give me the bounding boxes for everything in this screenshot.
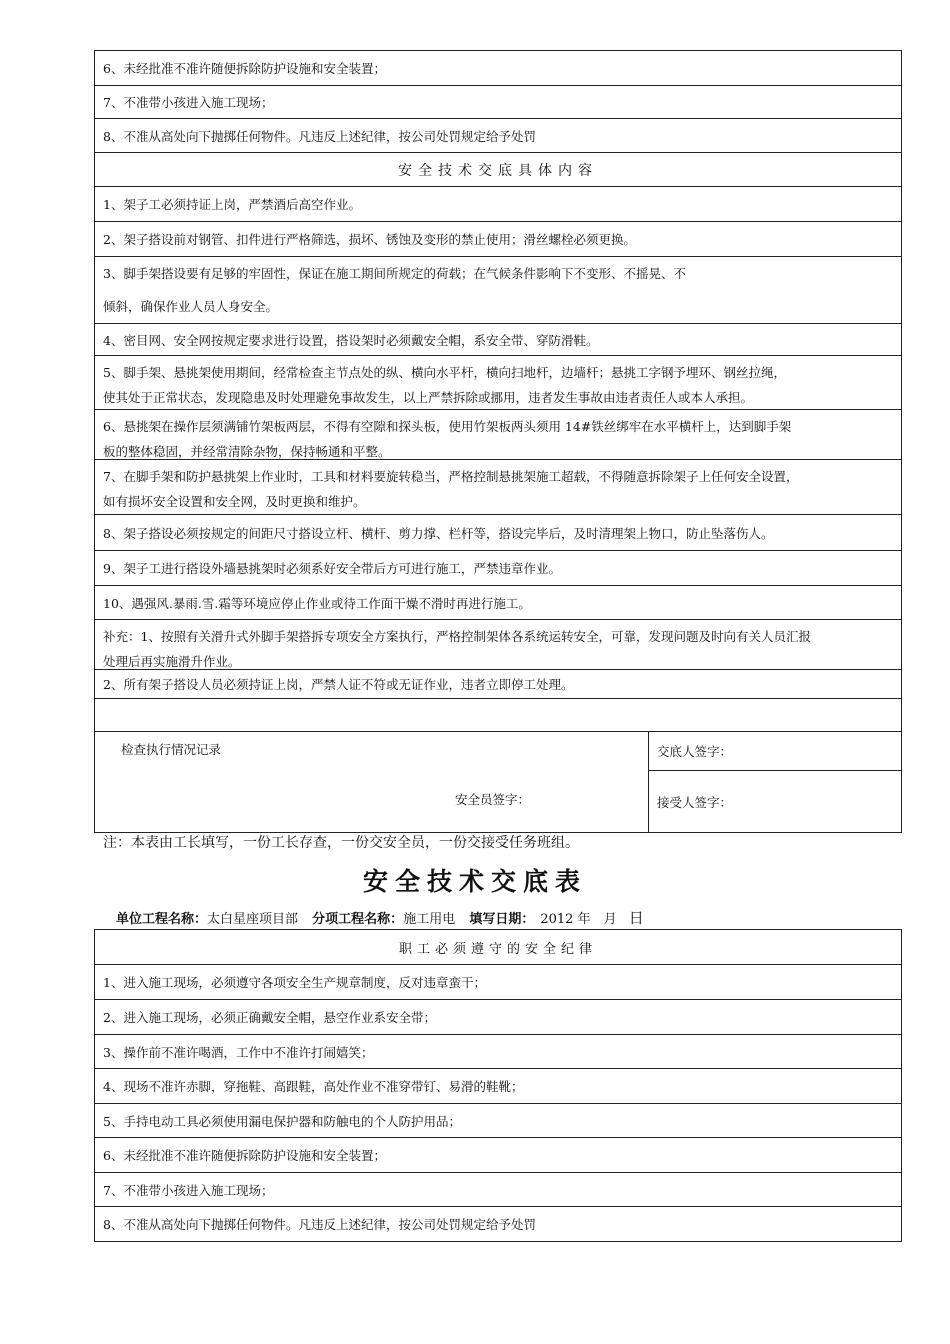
content-row: 2、架子搭设前对钢管、扣件进行严格筛选，损坏、锈蚀及变形的禁止使用；滑丝螺栓必须更换。: [95, 222, 901, 257]
content-line: 3、脚手架搭设要有足够的牢固性，保证在施工期间所规定的荷载；在气候条件影响下不变形、不摇晃、不: [103, 266, 686, 281]
content-row: [95, 410, 901, 460]
safety-officer-signature: 安全员签字：: [455, 792, 531, 807]
supplement-row: [95, 620, 901, 670]
content-row: 10、遇强风.暴雨.雪.霜等环境应停止作业或待工作面干燥不滑时再进行施工。: [95, 586, 901, 620]
rule-row: 7、不准带小孩进入施工现场；: [95, 1173, 901, 1207]
footnote: 注：本表由工长填写，一份工长存查，一份交安全员，一份交接受任务班组。: [103, 835, 579, 851]
rule-row: 8、不准从高处向下抛掷任何物件。凡违反上述纪律，按公司处罚规定给予处罚: [103, 1217, 536, 1232]
rule-row: 7、不准带小孩进入施工现场；: [95, 86, 901, 119]
date-label: 填写日期：: [469, 912, 535, 927]
rule-row: 6、未经批准不准许随便拆除防护设施和安全装置；: [95, 1138, 901, 1173]
content-line: 使其处于正常状态，发现隐患及时处理避免事故发生，以上严禁拆除或挪用，违者发生事故由违者责任人或本人承担。: [103, 390, 754, 405]
content-row: 9、架子工进行搭设外墙悬挑架时必须系好安全带后方可进行施工，严禁违章作业。: [95, 551, 901, 586]
content-row: [95, 460, 901, 515]
content-line: 7、在脚手架和防护悬挑架上作业时，工具和材料要旋转稳当，严格控制悬挑架施工超载，不得随意拆除架子上任何安全设置，: [103, 469, 799, 484]
rule-row: 5、手持电动工具必须使用漏电保护器和防触电的个人防护用品；: [95, 1104, 901, 1138]
discipline-header: 职工必须遵守的安全纪律: [95, 930, 901, 965]
content-line: 6、悬挑架在操作层须满铺竹架板两层，不得有空隙和探头板，使用竹架板两头须用 14#铁丝绑牢在水平横杆上，达到脚手架: [103, 419, 792, 434]
page-title: 安全技术交底表: [362, 867, 587, 896]
content-row: 8、架子搭设必须按规定的间距尺寸搭设立杆、横杆、剪力撑、栏杆等，搭设完毕后，及时清理架上物口，防止坠落伤人。: [95, 515, 901, 551]
content-row: [95, 257, 901, 324]
discipline-table: [94, 929, 902, 1242]
signature-row: [95, 732, 901, 832]
form-meta: [116, 907, 644, 928]
content-line: 5、脚手架、悬挑架使用期间，经常检查主节点处的纵、横向水平杆，横向扫地杆，边墙杆；悬挑工字钢予埋环、钢丝拉绳，: [103, 365, 786, 380]
unit-label: 单位工程名称：: [116, 912, 208, 927]
supplement-row: 2、所有架子搭设人员必须持证上岗，严禁人证不符或无证作业，违者立即停工处理。: [95, 670, 901, 699]
sub-label: 分项工程名称：: [312, 912, 404, 927]
content-line: 板的整体稳固，并经常清除杂物，保持畅通和平整。: [103, 444, 391, 459]
empty-row: [95, 699, 901, 732]
check-record-label: 检查执行情况记录: [121, 742, 222, 757]
date-value: 2012 年 月: [540, 912, 617, 927]
content-line: 倾斜，确保作业人员人身安全。: [103, 299, 279, 314]
rule-row: 6、未经批准不准许随便拆除防护设施和安全装置；: [95, 51, 901, 86]
section-header: 安全技术交底具体内容: [95, 153, 901, 187]
rule-row: 3、操作前不准许喝酒，工作中不准许打闹嬉笑；: [95, 1035, 901, 1069]
content-line: 处理后再实施滑升作业。: [103, 654, 241, 669]
content-line: 如有损坏安全设置和安全网，及时更换和维护。: [103, 494, 366, 509]
content-row: 1、架子工必须持证上岗，严禁酒后高空作业。: [95, 187, 901, 222]
rule-row: 4、现场不准许赤脚，穿拖鞋、高跟鞋，高处作业不准穿带钉、易滑的鞋靴；: [95, 1069, 901, 1104]
content-line: 补充：1、按照有关滑升式外脚手架搭拆专项安全方案执行，严格控制架体各系统运转安全，可靠，发现问题及时向有关人员汇报: [103, 629, 811, 644]
giver-signature: 交底人签字：: [649, 732, 901, 771]
rule-row: 1、进入施工现场，必须遵守各项安全生产规章制度，反对违章蛮干；: [95, 965, 901, 1000]
sub-value: 施工用电: [403, 912, 456, 927]
receiver-signature: 接受人签字：: [657, 794, 733, 810]
check-record-cell: [95, 732, 649, 832]
rule-row: 2、进入施工现场，必须正确戴安全帽，悬空作业系安全带；: [95, 1000, 901, 1035]
content-row: 4、密目网、安全网按规定要求进行设置，搭设架时必须戴安全帽，系安全带、穿防滑鞋。: [95, 324, 901, 356]
content-row: [95, 356, 901, 410]
safety-briefing-table: [94, 50, 902, 833]
signature-cells: [649, 732, 901, 832]
rule-row: 8、不准从高处向下抛掷任何物件。凡违反上述纪律，按公司处罚规定给予处罚: [95, 119, 901, 153]
unit-value: 太白星座项目部: [207, 912, 299, 927]
day-char: 日: [628, 909, 644, 927]
